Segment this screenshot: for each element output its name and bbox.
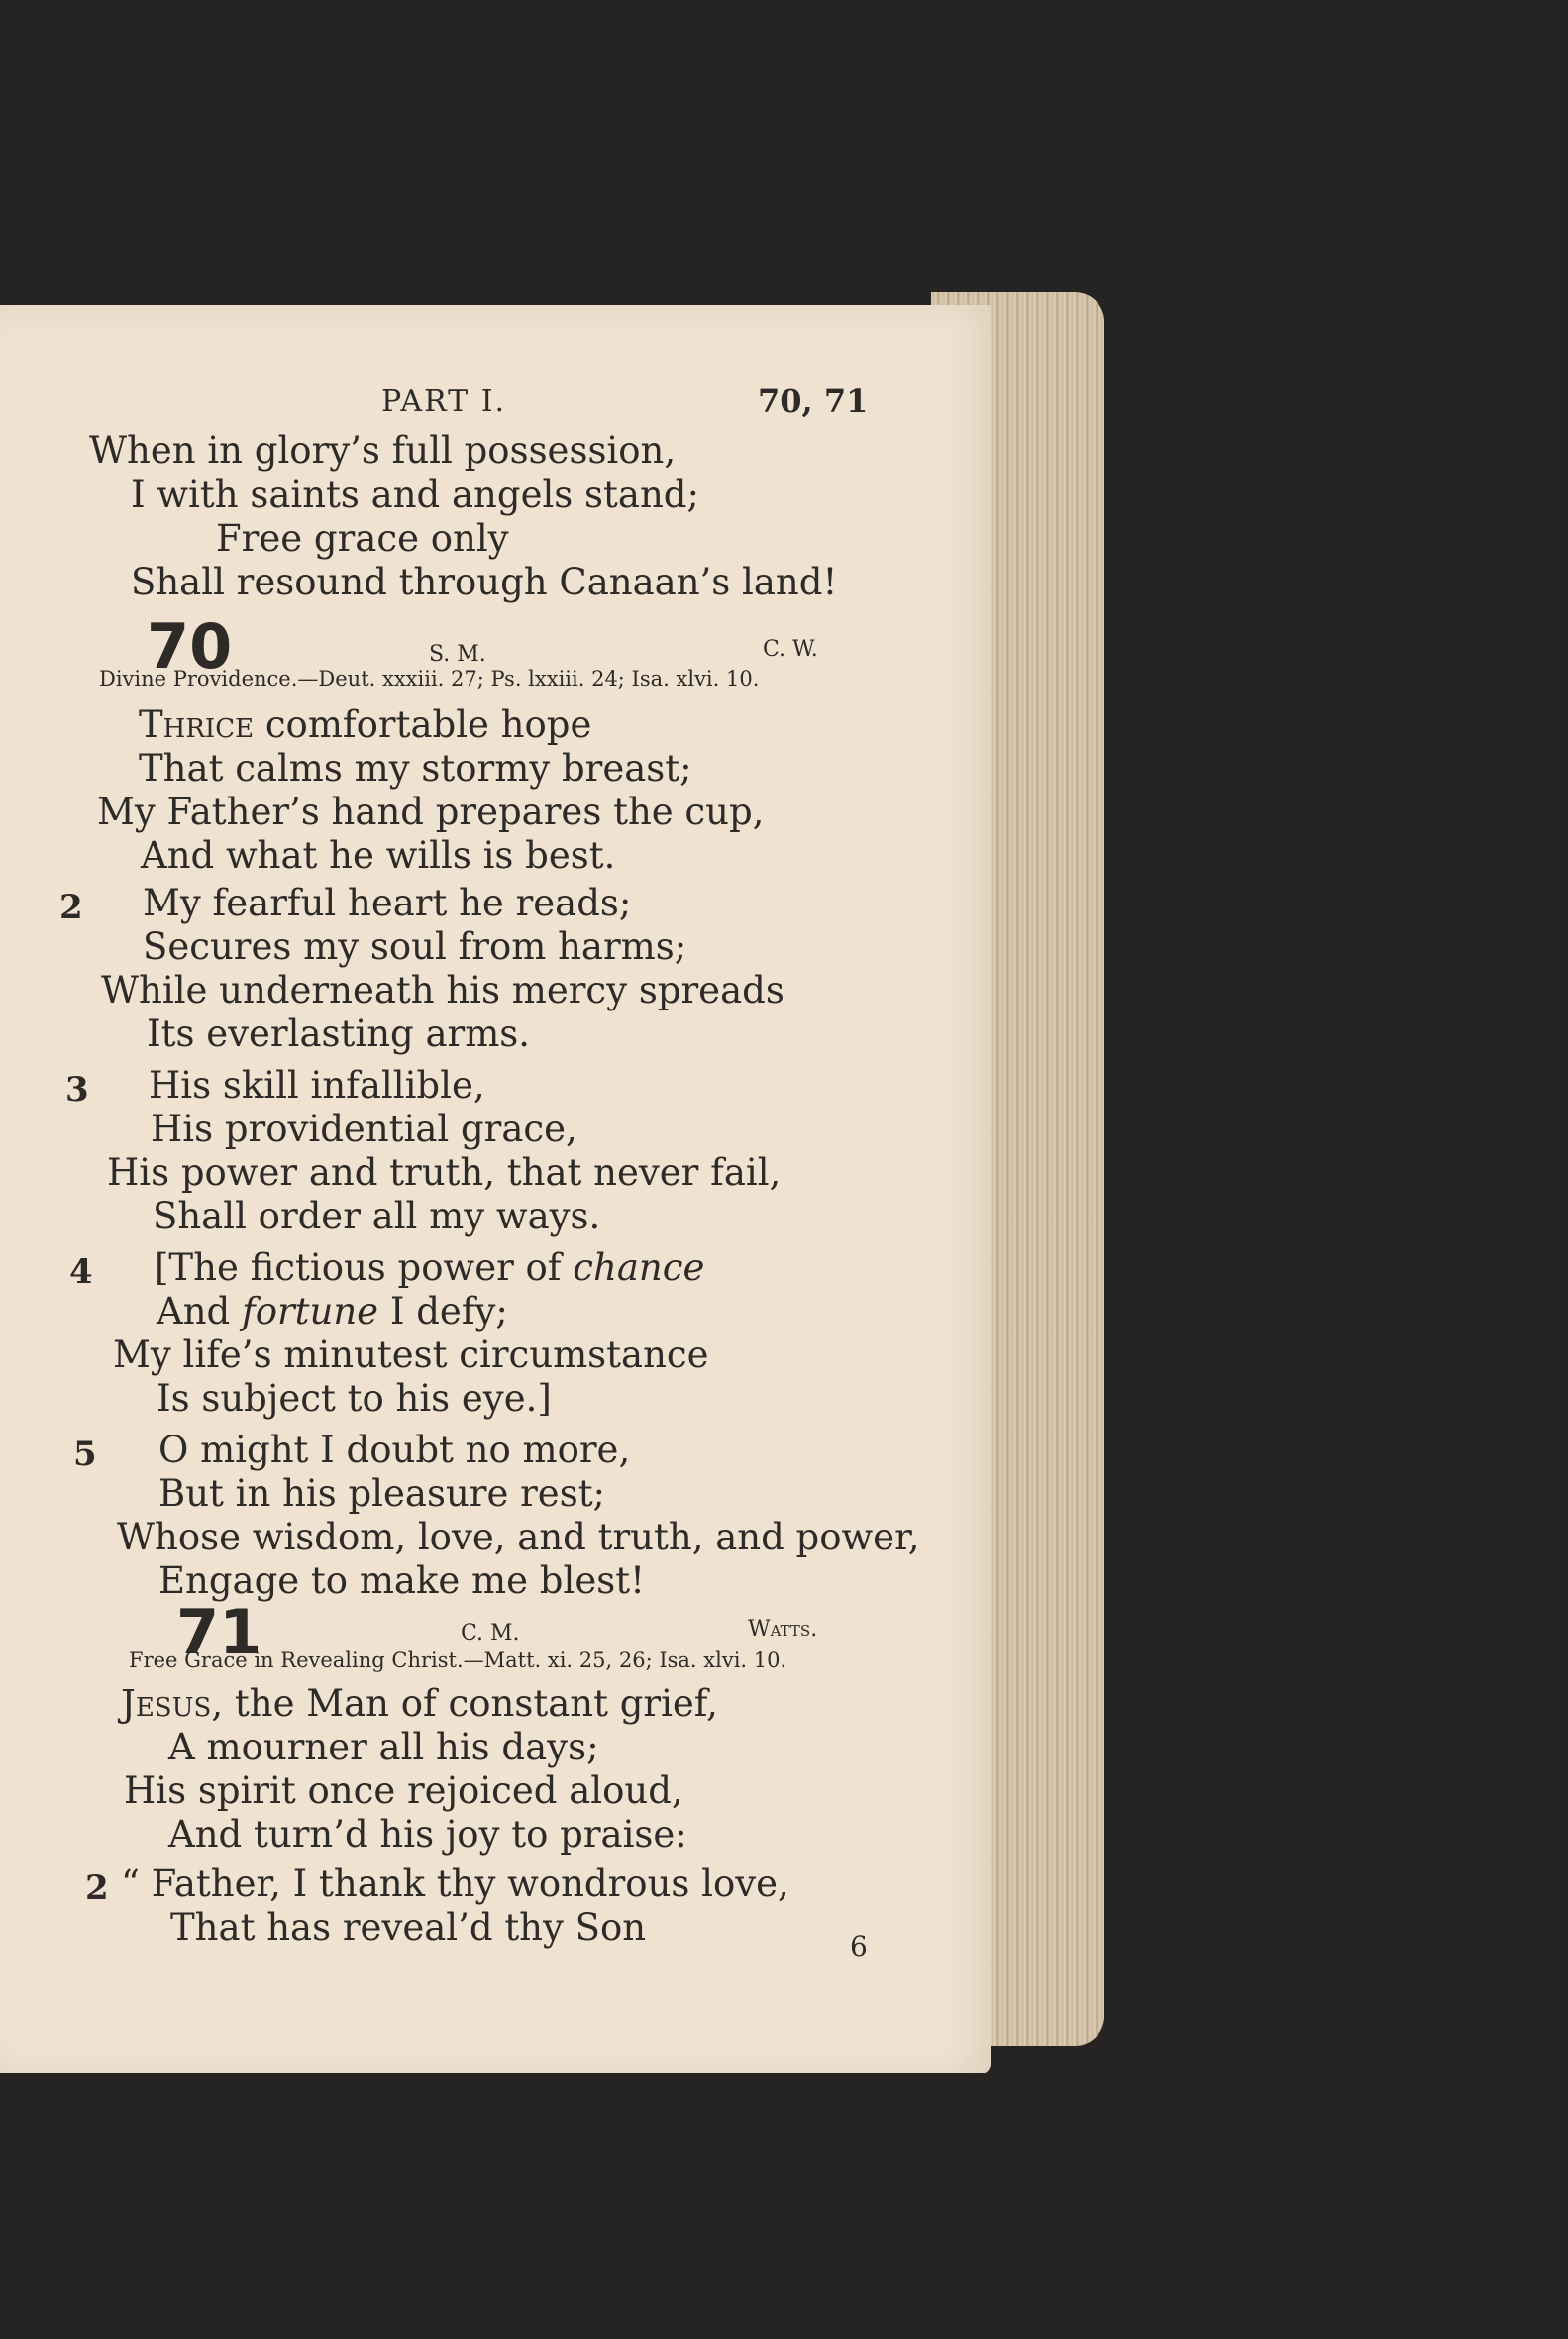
verse-line: While underneath his mercy spreads (101, 969, 784, 1011)
subject-line: Free Grace in Revealing Christ.—Matt. xi. 25, 26; Isa. xlvi. 10. (129, 1648, 787, 1672)
verse-line: A mourner all his days; (168, 1726, 599, 1768)
italic-word: fortune (242, 1290, 379, 1332)
first-word: Thrice (139, 703, 255, 746)
verse-line (139, 703, 591, 746)
verse-line: And turn’d his joy to praise: (168, 1813, 687, 1856)
meter: S. M. (429, 642, 486, 667)
verse-line: O might I doubt no more, (158, 1429, 631, 1471)
verse-line (155, 1246, 704, 1289)
author: Watts. (748, 1617, 818, 1642)
verse-line: Is subject to his eye.] (157, 1377, 552, 1420)
verse-line: Shall order all my ways. (153, 1195, 601, 1237)
hymn-range: 70, 71 (758, 382, 869, 420)
subject-line: Divine Providence.—Deut. xxxiii. 27; Ps. lxxiii. 24; Isa. xlvi. 10. (99, 667, 760, 691)
verse-line: Whose wisdom, love, and truth, and power, (117, 1516, 920, 1558)
page-header (0, 384, 891, 424)
verse-line (157, 1290, 508, 1332)
verse-line: Secures my soul from harms; (143, 925, 687, 968)
stanza-number: 2 (59, 888, 83, 927)
running-head: PART I. (381, 384, 507, 419)
verse-line: Its everlasting arms. (147, 1012, 531, 1055)
verse-line: When in glory’s full possession, (89, 429, 677, 472)
line-rest: comfortable hope (254, 703, 592, 746)
line-rest: , the Man of constant grief, (211, 1682, 718, 1725)
verse-line: Engage to make me blest! (158, 1559, 645, 1602)
verse-line: His power and truth, that never fail, (107, 1151, 782, 1194)
author: C. W. (763, 637, 818, 662)
verse-line: His providential grace, (151, 1108, 577, 1150)
verse-line: My life’s minutest circumstance (113, 1333, 709, 1376)
verse-line: And what he wills is best. (141, 834, 616, 877)
meter: C. M. (461, 1621, 520, 1646)
italic-word: chance (573, 1246, 705, 1289)
verse-line: “ Father, I thank thy wondrous love, (121, 1862, 789, 1905)
verse-line: His skill infallible, (149, 1064, 485, 1107)
book-page (0, 305, 991, 2073)
verse-line: Shall resound through Canaan’s land! (131, 561, 838, 603)
verse-line: Free grace only (216, 517, 509, 560)
first-word: Jesus (121, 1682, 212, 1725)
stanza-number: 2 (85, 1868, 109, 1908)
verse-line: That has reveal’d thy Son (170, 1906, 647, 1949)
verse-line: My fearful heart he reads; (143, 882, 632, 924)
verse-line: I with saints and angels stand; (131, 474, 699, 516)
verse-line: His spirit once rejoiced aloud, (124, 1769, 683, 1812)
verse-line: But in his pleasure rest; (158, 1472, 606, 1515)
hymn-number: 70 (147, 610, 233, 683)
verse-line: That calms my stormy breast; (139, 747, 692, 790)
text-part: [The fictious power of (155, 1246, 574, 1289)
stanza-number: 4 (69, 1252, 93, 1292)
verse-line (121, 1682, 718, 1725)
text-part: And (157, 1290, 242, 1332)
hymn-number: 71 (176, 1596, 262, 1668)
text-part: I defy; (378, 1290, 508, 1332)
stanza-number: 5 (73, 1435, 97, 1474)
page-number: 6 (850, 1930, 868, 1963)
verse-line: My Father’s hand prepares the cup, (97, 791, 765, 833)
stanza-number: 3 (65, 1070, 89, 1110)
